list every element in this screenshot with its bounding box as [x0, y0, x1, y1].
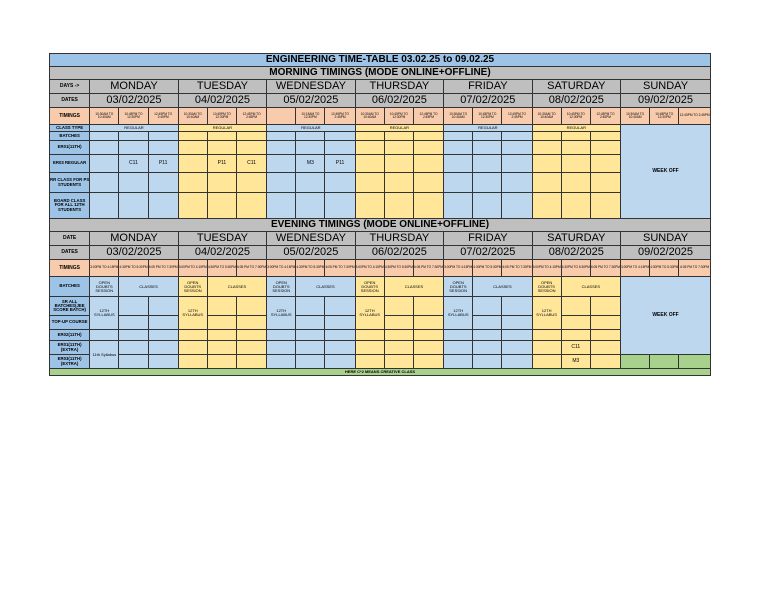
- time-slot: 10:45PM TO 12:30PM: [119, 108, 148, 125]
- time-slot: 10:30AM TO 10:40AM: [178, 108, 207, 125]
- days-label: DAYS ->: [50, 80, 90, 94]
- syllabus-cell: 12TH SYLLABUS: [355, 297, 384, 330]
- time-slot: 12:45PM TO 2:45PM: [502, 108, 532, 125]
- time-slot: 6:05 PM TO 7:30PM: [502, 260, 532, 277]
- morning-timings-row: [50, 108, 711, 125]
- time-slot: 6:05 PM TO 7:30PM: [413, 260, 443, 277]
- day-header: MONDAY: [90, 232, 178, 246]
- batches-label: BATCHES: [50, 277, 90, 297]
- time-slot: 4:30PM TO 5:30PM: [650, 260, 679, 277]
- batch-label: TOP-UP COURSE: [50, 316, 90, 330]
- classes-cell: CLASSES: [561, 277, 620, 297]
- class-type-row: [50, 125, 711, 132]
- time-slot: 6:05 PM TO 7:30PM: [590, 260, 620, 277]
- classes-cell: CLASSES: [296, 277, 355, 297]
- class-cell: [413, 155, 443, 173]
- time-slot: 10:45PM TO 12:30PM: [384, 108, 413, 125]
- class-cell: P11: [148, 155, 178, 173]
- batch-label: ER03 REGULAR: [50, 155, 90, 173]
- time-slot: 4:30PM TO 5:30PM: [207, 260, 236, 277]
- class-cell: [473, 155, 502, 173]
- time-slot: 12:45PM TO 2:45PM: [325, 108, 355, 125]
- date-header: 06/02/2025: [355, 94, 443, 108]
- class-cell: [267, 155, 296, 173]
- class-cell: [590, 155, 620, 173]
- open-doubts-cell: OPEN DOUBTS SESSION: [355, 277, 384, 297]
- batch-row: [50, 141, 711, 155]
- morning-days-row: [50, 80, 711, 94]
- time-slot: 10:45PM TO 12:30PM: [650, 108, 679, 125]
- time-slot: 4:30PM TO 5:30PM: [119, 260, 148, 277]
- time-slot: 3:00PM TO 4:15PM: [621, 260, 650, 277]
- time-slot: 10:15AM TO 12:30PM: [296, 108, 325, 125]
- open-doubts-cell: OPEN DOUBTS SESSION: [444, 277, 473, 297]
- class-cell: [178, 155, 207, 173]
- date-header: 09/02/2025: [621, 246, 711, 260]
- batch-row: [50, 355, 711, 369]
- batch-label: ER01(11TH)(EXTRA): [50, 341, 90, 355]
- timings-label: TIMINGS: [50, 108, 90, 125]
- syllabus-cell: 12TH SYLLABUS: [90, 297, 119, 330]
- time-slot: 10:30AM TO 10:40AM: [444, 108, 473, 125]
- date-header: 07/02/2025: [444, 246, 532, 260]
- morning-week-off: WEEK OFF: [621, 125, 711, 219]
- batch-label: RR CLASS FOR PS STUDENTS: [50, 173, 90, 193]
- day-header: FRIDAY: [444, 80, 532, 94]
- classes-cell: CLASSES: [207, 277, 266, 297]
- dates-label: DATES: [50, 94, 90, 108]
- class-cell: [90, 155, 119, 173]
- syllabus-cell: 12TH SYLLABUS: [267, 297, 296, 330]
- time-slot: 6:05 PM TO 7:30PM: [148, 260, 178, 277]
- date-label: DATE: [50, 232, 90, 246]
- date-header: 05/02/2025: [267, 246, 355, 260]
- class-type-cell: REGULAR: [90, 125, 178, 132]
- class-type-label: CLASS TYPE: [50, 125, 90, 132]
- batch-row: [50, 193, 711, 219]
- day-header: MONDAY: [90, 80, 178, 94]
- batch-row: [50, 330, 711, 341]
- time-slot: 6:05 PM TO 7:30PM: [325, 260, 355, 277]
- class-cell: [384, 155, 413, 173]
- date-header: 07/02/2025: [444, 94, 532, 108]
- date-header: 03/02/2025: [90, 246, 178, 260]
- date-header: 03/02/2025: [90, 94, 178, 108]
- class-cell: P11: [325, 155, 355, 173]
- time-slot: 12:45PM TO 2:45PM: [679, 108, 711, 125]
- syllabus-cell: 12TH SYLLABUS: [444, 297, 473, 330]
- evening-dates-row: [50, 246, 711, 260]
- day-header: WEDNESDAY: [267, 80, 355, 94]
- time-slot: 4:30PM TO 5:30PM: [296, 260, 325, 277]
- batches-label: BATCHES: [50, 132, 90, 141]
- class-cell: M3: [561, 355, 590, 369]
- time-slot: 10:45PM TO 12:30PM: [473, 108, 502, 125]
- time-slot: 10:45PM TO 12:30PM: [561, 108, 590, 125]
- batch-row: [50, 341, 711, 355]
- day-header: SUNDAY: [621, 80, 711, 94]
- class-cell: [532, 155, 561, 173]
- batch-label: BOARD CLASS FOR ALL 12TH STUDENTS: [50, 193, 90, 219]
- batch-label: ER02(11TH): [50, 330, 90, 341]
- time-slot: 10:30AM TO 10:40AM: [355, 108, 384, 125]
- class-type-cell: REGULAR: [532, 125, 620, 132]
- date-header: 08/02/2025: [532, 246, 620, 260]
- day-header: TUESDAY: [178, 232, 266, 246]
- class-cell: [355, 155, 384, 173]
- day-header: TUESDAY: [178, 80, 266, 94]
- time-slot: 10:45PM TO 12:30PM: [207, 108, 236, 125]
- class-cell: [561, 155, 590, 173]
- batches-row: [50, 132, 711, 141]
- timetable: [49, 53, 711, 376]
- time-slot: 3:00PM TO 4:15PM: [532, 260, 561, 277]
- class-cell: P11: [207, 155, 236, 173]
- syllabus-cell: 12TH SYLLABUS: [178, 297, 207, 330]
- syllabus-cell: 11th Syllabus: [90, 341, 119, 369]
- open-doubts-cell: OPEN DOUBTS SESSION: [532, 277, 561, 297]
- batch-row: [50, 297, 711, 316]
- class-cell: C11: [237, 155, 267, 173]
- time-slot: 10:30AM TO 10:40AM: [90, 108, 119, 125]
- time-slot: 3:00PM TO 4:15PM: [444, 260, 473, 277]
- evening-days-row: [50, 232, 711, 246]
- time-slot: 10:30AM TO 10:40AM: [532, 108, 561, 125]
- time-slot: 4:30PM TO 5:30PM: [473, 260, 502, 277]
- day-header: SUNDAY: [621, 232, 711, 246]
- batch-label: ER01(11TH): [50, 141, 90, 155]
- time-slot: 3:00PM TO 4:15PM: [178, 260, 207, 277]
- classes-cell: CLASSES: [119, 277, 178, 297]
- time-slot: [267, 108, 296, 125]
- time-slot: 4:30PM TO 5:30PM: [561, 260, 590, 277]
- day-header: THURSDAY: [355, 80, 443, 94]
- class-cell: [502, 155, 532, 173]
- class-type-cell: REGULAR: [355, 125, 443, 132]
- time-slot: 4:30PM TO 5:30PM: [384, 260, 413, 277]
- footer-note: HERE C*2 MEANS CREATIVE CLASS: [50, 369, 711, 376]
- morning-dates-row: [50, 94, 711, 108]
- time-slot: 10:30AM TO 10:40AM: [621, 108, 650, 125]
- class-type-cell: REGULAR: [178, 125, 266, 132]
- time-slot: 3:00PM TO 4:15PM: [355, 260, 384, 277]
- time-slot: 3:00PM TO 4:15PM: [90, 260, 119, 277]
- class-cell: M3: [296, 155, 325, 173]
- batch-label: SR ALL BATCHES(JEE SCORE BATCH): [50, 297, 90, 316]
- time-slot: 6:05 PM TO 7:30PM: [237, 260, 267, 277]
- time-slot: 12:45PM TO 2:45PM: [237, 108, 267, 125]
- evening-banner: EVENING TIMINGS (MODE ONLINE+OFFLINE): [50, 219, 711, 232]
- timings-label: TIMINGS: [50, 260, 90, 277]
- time-slot: 12:45PM TO 2:45PM: [413, 108, 443, 125]
- date-header: 04/02/2025: [178, 246, 266, 260]
- class-type-cell: REGULAR: [444, 125, 532, 132]
- evening-timings-row: [50, 260, 711, 277]
- classes-cell: CLASSES: [384, 277, 443, 297]
- day-header: WEDNESDAY: [267, 232, 355, 246]
- dates-label: DATES: [50, 246, 90, 260]
- day-header: SATURDAY: [532, 232, 620, 246]
- day-header: SATURDAY: [532, 80, 620, 94]
- date-header: 05/02/2025: [267, 94, 355, 108]
- open-doubts-cell: OPEN DOUBTS SESSION: [90, 277, 119, 297]
- page-title: ENGINEERING TIME-TABLE 03.02.25 to 09.02.25: [50, 54, 711, 67]
- date-header: 09/02/2025: [621, 94, 711, 108]
- syllabus-cell: 12TH SYLLABUS: [532, 297, 561, 330]
- class-type-cell: REGULAR: [267, 125, 355, 132]
- batch-row: [50, 173, 711, 193]
- class-cell: C11: [119, 155, 148, 173]
- time-slot: 3:00PM TO 4:15PM: [267, 260, 296, 277]
- open-doubts-cell: OPEN DOUBTS SESSION: [267, 277, 296, 297]
- date-header: 08/02/2025: [532, 94, 620, 108]
- morning-banner: MORNING TIMINGS (MODE ONLINE+OFFLINE): [50, 67, 711, 80]
- date-header: 04/02/2025: [178, 94, 266, 108]
- classes-cell: CLASSES: [473, 277, 532, 297]
- time-slot: 12:45PM TO 2:45PM: [148, 108, 178, 125]
- evening-batches-row: [50, 277, 711, 297]
- evening-week-off: WEEK OFF: [621, 277, 711, 355]
- class-cell: [444, 155, 473, 173]
- day-header: THURSDAY: [355, 232, 443, 246]
- class-cell: C11: [561, 341, 590, 355]
- date-header: 06/02/2025: [355, 246, 443, 260]
- time-slot: 12:45PM TO 2:45PM: [590, 108, 620, 125]
- time-slot: 6:05 PM TO 7:30PM: [679, 260, 711, 277]
- open-doubts-cell: OPEN DOUBTS SESSION: [178, 277, 207, 297]
- batch-row: [50, 155, 711, 173]
- batch-label: ER03(11TH)(EXTRA): [50, 355, 90, 369]
- day-header: FRIDAY: [444, 232, 532, 246]
